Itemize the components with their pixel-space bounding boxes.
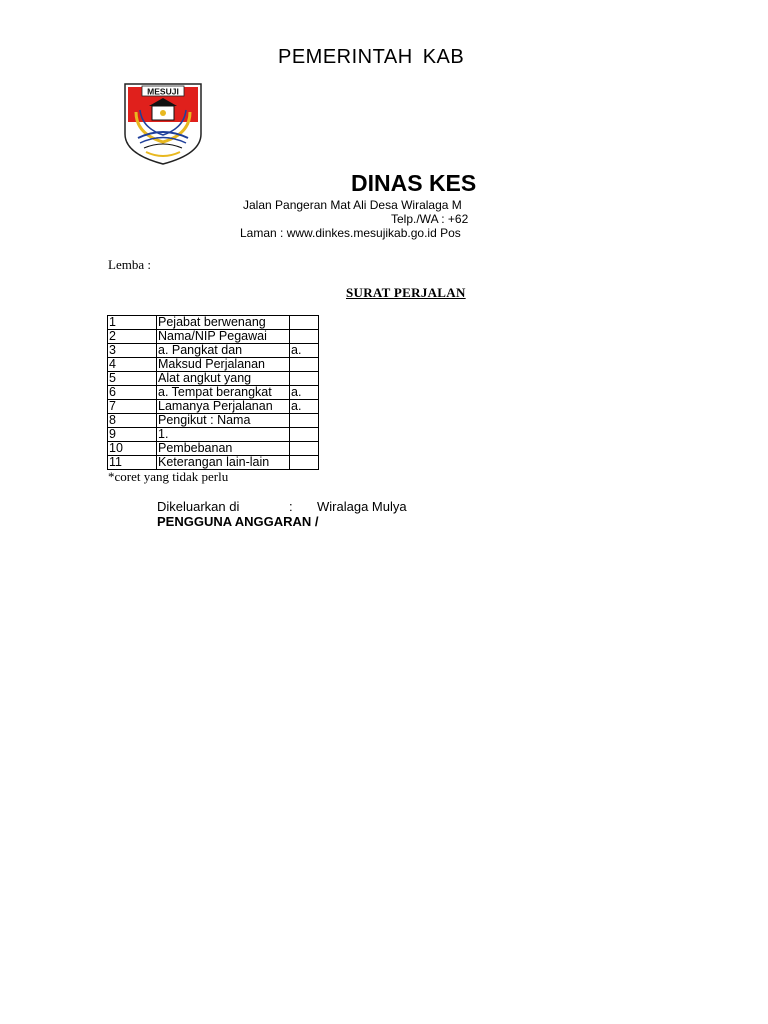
row-number: 7 <box>108 400 157 414</box>
budget-authority-title: PENGGUNA ANGGARAN / <box>157 514 319 529</box>
table-row <box>108 386 319 400</box>
row-number: 2 <box>108 330 157 344</box>
row-number: 5 <box>108 372 157 386</box>
row-number: 1 <box>108 316 157 330</box>
row-label: Maksud Perjalanan <box>157 358 290 372</box>
row-value <box>290 442 319 456</box>
table-row <box>108 456 319 470</box>
logo-text: MESUJI <box>147 86 179 97</box>
row-label: Keterangan lain-lain <box>157 456 290 470</box>
sheet-label: Lemba : <box>108 257 151 272</box>
row-value <box>290 414 319 428</box>
phone-line: Telp./WA : +62 <box>391 212 469 226</box>
table-row <box>108 372 319 386</box>
issued-at-label: Dikeluarkan di <box>157 499 240 514</box>
row-label: Nama/NIP Pegawai <box>157 330 290 344</box>
row-number: 6 <box>108 386 157 400</box>
government-heading: PEMERINTAH KAB <box>278 46 465 68</box>
row-value <box>290 358 319 372</box>
row-value: a. <box>290 400 319 414</box>
table-row <box>108 344 319 358</box>
row-number: 3 <box>108 344 157 358</box>
table-row <box>108 330 319 344</box>
row-label: 1. <box>157 428 290 442</box>
row-value <box>290 456 319 470</box>
strike-note: *coret yang tidak perlu <box>108 469 229 484</box>
row-value <box>290 316 319 330</box>
table-row <box>108 442 319 456</box>
row-label: a. Tempat berangkat <box>157 386 290 400</box>
row-value: a. <box>290 344 319 358</box>
row-value: a. <box>290 386 319 400</box>
row-label: Pengikut : Nama <box>157 414 290 428</box>
row-label: Pembebanan <box>157 442 290 456</box>
issued-at-value: Wiralaga Mulya <box>317 499 407 514</box>
row-value <box>290 372 319 386</box>
row-value <box>290 330 319 344</box>
table-row <box>108 428 319 442</box>
row-label: Lamanya Perjalanan <box>157 400 290 414</box>
row-number: 9 <box>108 428 157 442</box>
department-name: DINAS KES <box>351 170 476 196</box>
table-row <box>108 316 319 330</box>
website-line: Laman : www.dinkes.mesujikab.go.id Pos <box>240 226 461 240</box>
row-label: a. Pangkat dan <box>157 344 290 358</box>
row-number: 8 <box>108 414 157 428</box>
table-row <box>108 400 319 414</box>
row-label: Pejabat berwenang <box>157 316 290 330</box>
issued-at-separator: : <box>289 499 293 514</box>
address-line-1: Jalan Pangeran Mat Ali Desa Wiralaga M <box>243 198 462 212</box>
table-row <box>108 358 319 372</box>
row-value <box>290 428 319 442</box>
row-number: 10 <box>108 442 157 456</box>
travel-form-table <box>107 315 319 470</box>
document-title: SURAT PERJALAN <box>346 285 466 300</box>
row-number: 4 <box>108 358 157 372</box>
mesuji-logo <box>122 82 204 166</box>
table-row <box>108 414 319 428</box>
row-label: Alat angkut yang <box>157 372 290 386</box>
row-number: 11 <box>108 456 157 470</box>
